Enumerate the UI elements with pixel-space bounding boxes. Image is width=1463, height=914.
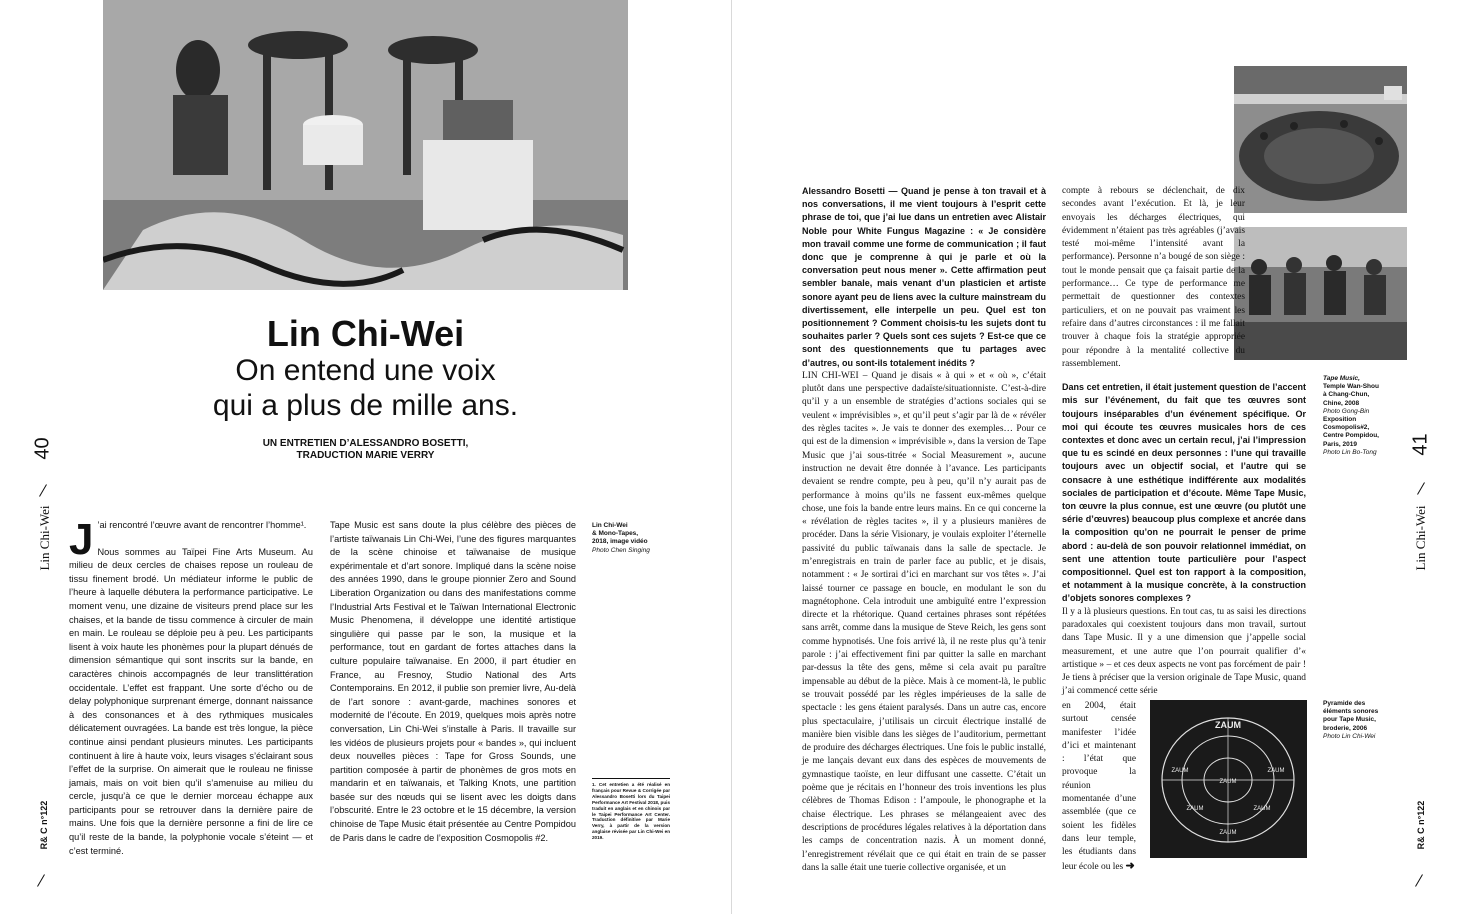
caption2-line3: à Chang-Chun, — [1323, 391, 1370, 399]
continue-arrow-icon: ➜ — [1125, 859, 1135, 872]
caption3-line3: pour Tape Music, — [1323, 716, 1376, 724]
right-slash-top — [1417, 482, 1425, 495]
col4-top: compte à rebours se déclenchait, de dix secondes avant l’exécution. Et là, je leur envoyais les décharges électriques, qui évidemment n’étaient pas très agréables (j’avais testé moi-même l’intensité avant la performance). Personne n’a bougé de son siège : tout le monde pensait que ça faisait partie de la performance… Ce type de performance me permettait de questionner des contextes particuliers, et on ne pouvait pas vraiment les refaire dans d’autres circonstances : il me fallait trouver à chaque fois la stratégie appropriée pour répondre à la mentalité collective du rassemblement. — [1062, 186, 1245, 369]
caption-tape-music-photos — [1323, 375, 1403, 457]
col1-body: Nous sommes au Taïpei Fine Arts Museum. Au milieu de deux cercles de chaises repose un rouleau de tissu finement brodé. Un médiateur informe le public de l’heure à laquelle débutera la performance participative. Le moment venu, une dizaine de visiteurs prend place sur les chaises, et la bande de tissu commence à circuler de main en main. Le rouleau se déploie peu à peu. Les participants lisent à voix haute les phonèmes pour la plupart dénués de dimension sémantique qui sont inscrits sur la bande, en caractères chinois accompagnés de leur translittération occidentale. L’effet est frappant. Une sorte d’écho ou de delay polyphonique surprenant émerge, donnant naissance à des consonances et à des rythmiques musicales délicatement ouvragées. La bande est très longue, la pièce continue ainsi pendant plusieurs minutes. Les participants continuent à lire à haute voix, leurs visages s’éclairant sous l’effet de la surprise. On aimerait que le rouleau ne finisse jamais, mais on voit bien qu’il s’amenuise au milieu du cercle, jusqu’à ce que le dernier morceau échappe aux participants pour se retrouver dans la dernière paire de mains. Une fois que la dernière personne a fini de lire ce qu’il reste de la bande, la polyphonie vocale s’éteint — et c’est terminé. — [69, 546, 313, 856]
caption2-line2: Temple Wan-Shou — [1323, 383, 1379, 391]
drop-cap: J — [69, 515, 94, 564]
embroidery-word-left: ZAUM — [1171, 768, 1189, 774]
caption3-credit: Photo Lin Chi-Wei — [1323, 732, 1376, 740]
caption3-line1: Pyramide des — [1323, 700, 1366, 707]
right-issue-label: R& C n°122 — [1416, 800, 1426, 850]
left-slash-bottom — [37, 874, 45, 887]
embroidery-graphic — [1150, 700, 1307, 858]
byline-line2: TRADUCTION MARIE VERRY — [296, 450, 435, 461]
caption1-line2: & Mono-Tapes, — [592, 530, 639, 538]
left-issue-label: R& C n°122 — [39, 800, 49, 850]
caption2-title: Tape Music, — [1323, 375, 1360, 382]
article-subtitle-line2: qui a plus de mille ans. — [212, 389, 519, 422]
col4-answer: Il y a là plusieurs questions. En tout cas, tu as saisi les directions paradoxales qui coexistent toujours dans mon travail, surtout dans Tape Music. Il y a une dimension que j’appelle social measurement, et une autre que l’on pourrait qualifier d’« artistique » – et ces deux aspects ne vont pas forcément de pair ! Je tiens à préciser que la version originale de Tape Music, quand j’ai commencé cette série — [1062, 606, 1306, 697]
caption3-line2: éléments sonores — [1323, 708, 1379, 716]
column-4 — [1062, 185, 1306, 699]
caption2-line4: Chine, 2008 — [1323, 399, 1360, 407]
embroidery-word-bottom: ZAUM — [1219, 830, 1237, 836]
hero-photo-installation — [103, 0, 628, 290]
embroidery-word-center: ZAUM — [1219, 779, 1237, 785]
hero-photo-graphic — [103, 0, 628, 290]
byline-line1: UN ENTRETIEN D’ALESSANDRO BOSETTI, — [262, 438, 469, 449]
col4-narrow — [1062, 700, 1136, 874]
caption-embroidery — [1323, 700, 1403, 741]
col4-question: Dans cet entretien, il était justement question de l’accent mis sur l’événement, du fait que tes œuvres sont toujours inséparables d’un événement spécifique. Or moi qui écoute tes œuvres musicales hors de ces contextes et donc avec un certain recul, j’ai l’impression que tu es scindé en deux personnes : l’une qui travaille toujours avec un objectif social, et l’autre qui se consacre à une esthétique indifférente aux modalités sociales de participation et d’écoute. Même Tape Music, ton œuvre la plus connue, est une œuvre (ou plutôt une série d’œuvres) beaucoup plus complexe et ancrée dans la composition qu’on ne pourrait le penser de prime abord : au-delà de son pouvoir relationnel immédiat, on sent une attention toute particulière pour l’aspect compositionnel. Quel est ton rapport à la composition, et notamment à la musique concrète, à la construction d’objets sonores complexes ? — [1062, 382, 1306, 604]
column-3 — [802, 185, 1046, 875]
col3-answer: LIN CHI-WEI – Quand je disais « à qui » et « où », c’était plutôt dans une perspective dadaïste/situationniste. C’est-à-dire qu’il y a un ensemble de stratégies d’actions sociales qui se veulent « imprévisibles », et qu’il peut s’agir par là de « révéler des règles tacites ». Je vais te donner des exemples… Pour ce qui est de la dimension « imprévisible », dans la version de Tape Music que j’ai sous-titrée « Social Measurement », aucune instruction ne devait être donnée à l’avance. Les participants devaient se rendre compte, peu à peu, qu’il n’y aurait pas de performance à moins qu’ils ne fassent eux-mêmes quelque chose, une fois la bande entre leurs mains. En ce qui concerne la « révélation de règles tacites », il y a plusieurs manières de procéder. Dans la série Visionary, je voulais exploiter l’éternelle passivité du public taïwanais dans la salle de spectacle. Je m’enregistrais en train de parler face au public, et je disais, notamment : « Je sortirai d’ici en marchant sur vos têtes ». J’ai laissé tourner ce passage en boucle, en modulant le son du magnétophone. Cela introduit une ambiguïté entre l’expression directe et la rhétorique. Quand certaines phrases sont répétées sans arrêt, comme dans la musique de Steve Reich, les gens sont comme hypnotisés. Une fois arrivé là, il ne reste plus qu’à tenir parole : j’ai effectivement fini par quitter la salle en marchant par-dessus la tête des gens, même si cela avait pu paraître impensable au début de la pièce. Mais à ce moment-là, le public se trouvait possédé par les règles impérieuses de la salle de spectacle : les gens étaient paralysés. Dans un autre cas, encore plus spectaculaire, j’utilisais un circuit électrique installé de manière bien visible dans les sièges de l’auditorium, permettant de produire des décharges électriques. Une fois le public installé, je me lançais devant eux dans des espèces de mouvements de gymnastique taoïste, en leur diffusant une cassette. C’était un poème que je récitais en l’honneur des trois inventions les plus célèbres de Thomas Edison : l’ampoule, le phonographe et la chaise électrique. Les phrases se mélangeaient avec des descriptions de procédures légales relatives à la déportation dans les camps de concentration nazis. À un moment donné, l’enregistrement révélait que ce qui était en train de se passer dans la salle était une tuerie collective organisée, et un — [802, 370, 1046, 873]
caption3-line4: broderie, 2006 — [1323, 724, 1368, 732]
photo-embroidery-pyramid — [1150, 700, 1307, 858]
caption2-line8: Paris, 2019 — [1323, 440, 1357, 448]
caption1-line3: 2018, image vidéo — [592, 538, 648, 546]
left-slash-top — [39, 484, 47, 497]
caption2-line7: Centre Pompidou, — [1323, 432, 1379, 440]
caption-video-still — [592, 522, 672, 555]
column-4-narrow — [1062, 700, 1136, 874]
footnote-rule — [592, 778, 670, 779]
right-slash-bottom — [1415, 874, 1423, 887]
right-running-head: Lin Chi-Wei — [1413, 505, 1428, 571]
column-2 — [330, 519, 576, 845]
embroidery-word-top: ZAUM — [1215, 720, 1241, 730]
embroidery-word-lower-left: ZAUM — [1186, 806, 1204, 812]
col3-question: Alessandro Bosetti — Quand je pense à ton travail et à nos conversations, il me vient toujours à l’esprit cette phrase de toi, que j’ai lue dans un entretien avec Alistair Noble pour White Fungus Magazine : « Je considère mon travail comme une forme de communication ; il faut donc que je comprenne à qui je parle et où la conversation peut nous mener ». Cette affirmation peut sembler banale, mais venant d’un plasticien et artiste sonore ayant peu de liens avec la culture mainstream du divertissement, elle interpelle un peu. Quel est ton positionnement ? Comment choisis-tu les sujets dont tu souhaites parler ? Quels sont ces sujets ? Est-ce que ce sont des questionnements que tu partages avec d’autres, ou sont-ils totalement inédits ? — [802, 186, 1046, 368]
right-page-number: 41 — [1409, 433, 1432, 456]
left-running-head: Lin Chi-Wei — [37, 505, 52, 571]
article-subtitle-line1: On entend une voix — [235, 354, 496, 387]
caption2-credit1: Photo Gong-Bin — [1323, 407, 1370, 415]
caption2-line5: Exposition — [1323, 416, 1357, 424]
column-1 — [69, 515, 313, 858]
left-page-number: 40 — [31, 437, 54, 460]
article-title: Lin Chi-Wei — [266, 313, 465, 354]
embroidery-word-lower-right: ZAUM — [1253, 806, 1271, 812]
caption2-line6: Cosmopolis#2, — [1323, 424, 1370, 432]
col2-body: Tape Music est sans doute la plus célèbre des pièces de l’artiste taïwanais Lin Chi-Wei, l’une des figures marquantes de la scène chinoise et taïwanaise de musique expérimentale et d’art sonore. Impliqué dans la scène noise des années 1990, dans le groupe pionnier Zero and Sound Liberation Organization ou dans des manifestations comme l’Industrial Arts Festival et le Taïwan International Electronic Music Phenomena, il développe une identité artistique singulière qui passe par le son, la musique et la performance, tout en gardant de fortes attaches dans la culture populaire taïwanaise. En 2000, il part étudier en France, au Fresnoy, Studio National des Arts Contemporains. En 2012, il publie son premier livre, Au-delà de l’art sonore : avant-garde, machines sonores et modernité de l’écoute. En 2019, quelques mois après notre conversation, Lin Chi-Wei s’installe à Paris. Il travaille sur les vidéos de plusieurs projets pour « bandes », qui incluent deux nouvelles pièces : Tape for Gross Sounds, une partition composée à partir de phonèmes de gros mots en mandarin et en taïwanais, et Talking Knots, une partition basée sur des nœuds qui se lisent avec les doigts dans l’obscurité. Entre le 23 octobre et le 15 décembre, la version chinoise de Tape Music était présentée au Centre Pompidou de Paris dans le cadre de l’exposition Cosmopolis #2. — [330, 520, 576, 843]
page-gutter — [731, 0, 732, 914]
caption2-credit2: Photo Lin Bo-Tong — [1323, 448, 1377, 456]
embroidery-word-right: ZAUM — [1267, 768, 1285, 774]
col4-narrow-text: en 2004, était surtout censée manifester l’idée d’ici et maintenant : l’état que provoque la réunion momentanée d’une assemblée (que ce soient les fidèles dans leur temple, les étudiants dans leur école ou les — [1062, 701, 1136, 872]
caption1-credit: Photo Chen Singing — [592, 546, 650, 554]
col1-intro: ’ai rencontré l’œuvre avant de rencontrer l’homme¹. — [97, 520, 307, 530]
footnote: 1. Cet entretien a été réalisé en français pour Revue & Corrigée par Alessandro Bosetti lors du Taipei Performance Art Festival 2018, puis traduit en anglais et en chinois par le Taipei Performance Art Center. Traduction définitive par Marie Verry, à partir de la version anglaise révisée par Lin Chi-Wei en 2019. — [592, 782, 670, 841]
caption1-title: Lin Chi-Wei — [592, 522, 628, 529]
